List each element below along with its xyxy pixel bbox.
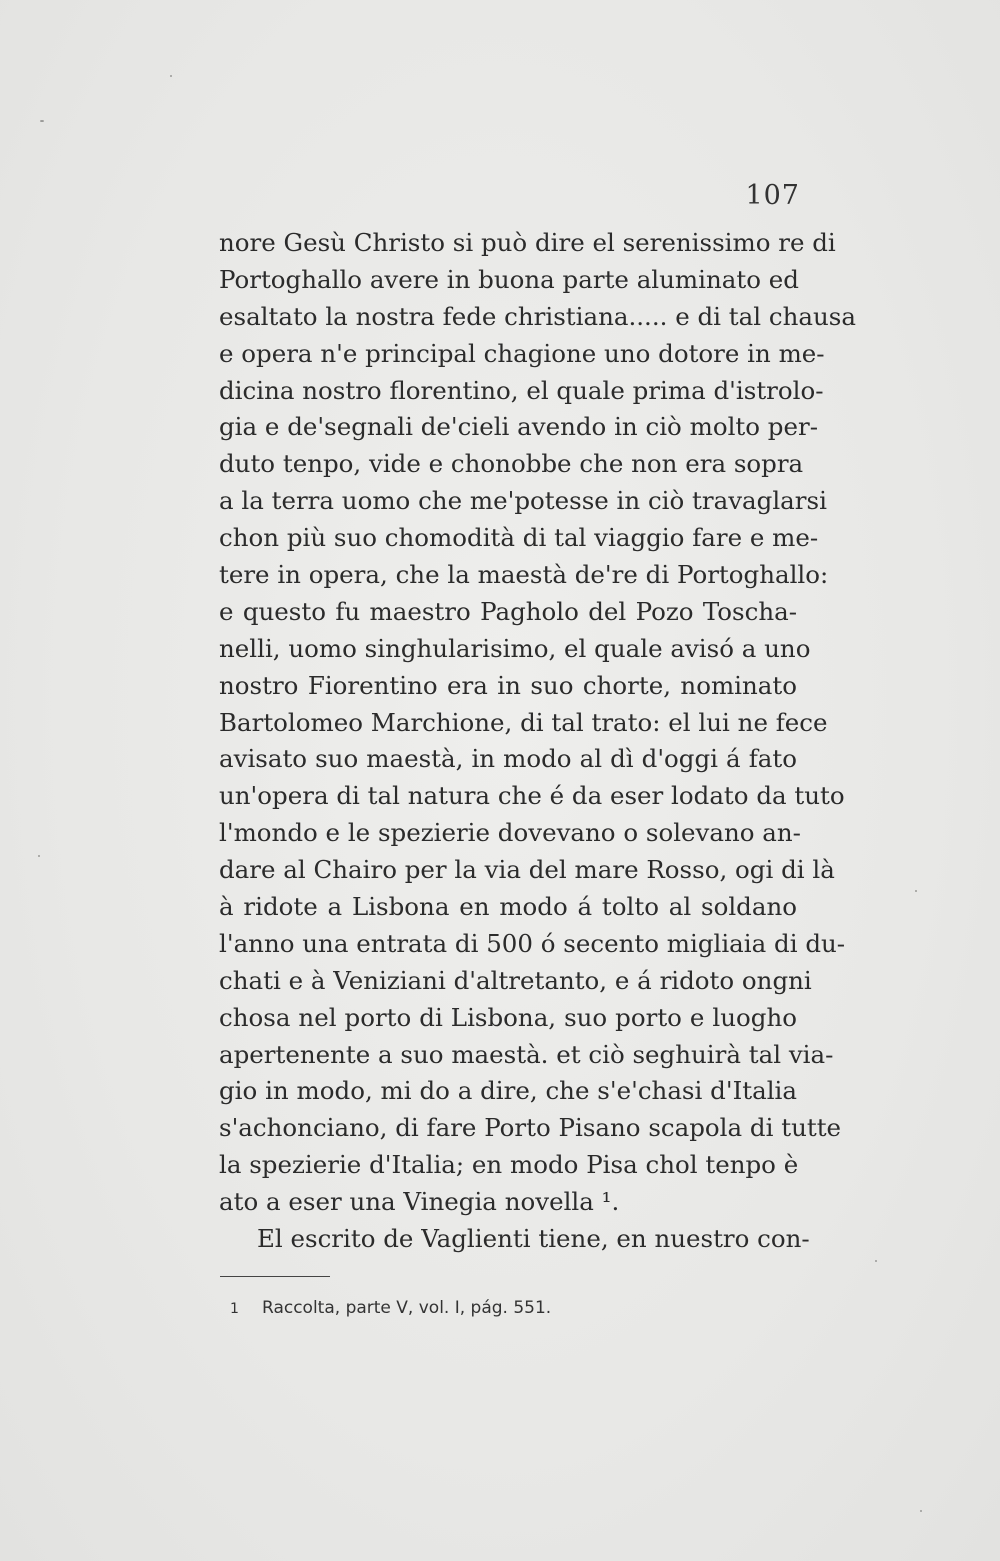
footnote-text: Raccolta, parte V, vol. I, pág. 551. bbox=[262, 1298, 552, 1318]
text-line: l'anno una entrata di 500 ó secento migliaia di du- bbox=[219, 928, 846, 958]
text-line: chati e à Veniziani d'altretanto, e á ridoto ongni bbox=[219, 965, 812, 995]
text-line: dicina nostro florentino, el quale prima d'istrolo- bbox=[219, 375, 824, 405]
text-line: Portoghallo avere in buona parte aluminato ed bbox=[219, 264, 799, 294]
text-line: un'opera di tal natura che é da eser lodato da tuto bbox=[219, 781, 845, 811]
footnote-mark: 1 bbox=[230, 1301, 239, 1317]
text-line: tere in opera, che la maestà de're di Portoghallo: bbox=[219, 560, 829, 590]
text-line: gio in modo, mi do a dire, che s'e'chasi d'Italia bbox=[219, 1076, 797, 1106]
body-text bbox=[219, 225, 856, 1258]
text-line: avisato suo maestà, in modo al dì d'oggi á fato bbox=[219, 744, 797, 774]
text-line: chon più suo chomodità di tal viaggio fare e me- bbox=[219, 523, 819, 553]
paragraph-end-line: ato a eser una Vinegia novella ¹. bbox=[219, 1187, 620, 1217]
text-line: a la terra uomo che me'potesse in ciò travaglarsi bbox=[219, 486, 827, 516]
text-line: nelli, uomo singhularisimo, el quale avisó a uno bbox=[219, 633, 811, 663]
paper-speck bbox=[38, 855, 40, 857]
text-line: e questo fu maestro Pagholo del Pozo Toscha- bbox=[219, 596, 797, 626]
text-line: la spezierie d'Italia; en modo Pisa chol tenpo è bbox=[219, 1150, 799, 1180]
text-line: apertenente a suo maestà. et ciò seghuirà tal via- bbox=[219, 1039, 834, 1069]
text-line: nostro Fiorentino era in suo chorte, nominato bbox=[219, 670, 797, 700]
page-number: 107 bbox=[745, 180, 800, 211]
text-line: à ridote a Lisbona en modo á tolto al soldano bbox=[219, 892, 797, 922]
footnote-divider bbox=[220, 1276, 330, 1277]
text-line: Bartolomeo Marchione, di tal trato: el lui ne fece bbox=[219, 707, 828, 737]
paper-speck bbox=[875, 1260, 877, 1262]
paragraph-start-line: El escrito de Vaglienti tiene, en nuestro con- bbox=[257, 1224, 810, 1254]
paper-speck bbox=[170, 75, 172, 77]
text-line: s'achonciano, di fare Porto Pisano scapola di tutte bbox=[219, 1113, 842, 1143]
text-line: esaltato la nostra fede christiana..... e di tal chausa bbox=[219, 301, 856, 331]
text-line: chosa nel porto di Lisbona, suo porto e luogho bbox=[219, 1002, 797, 1032]
text-line: nore Gesù Christo si può dire el serenissimo re di bbox=[219, 228, 836, 257]
text-line: duto tenpo, vide e chonobbe che non era sopra bbox=[219, 449, 804, 479]
text-line: gia e de'segnali de'cieli avendo in ciò molto per- bbox=[219, 412, 818, 442]
text-line: dare al Chairo per la via del mare Rosso, ogi di là bbox=[219, 855, 835, 885]
paper-speck bbox=[40, 120, 44, 122]
text-line: l'mondo e le spezierie dovevano o solevano an- bbox=[219, 818, 801, 848]
text-line: e opera n'e principal chagione uno dotore in me- bbox=[219, 338, 825, 368]
paper-speck bbox=[920, 1510, 922, 1512]
footnote bbox=[230, 1298, 551, 1318]
paper-speck bbox=[915, 890, 917, 892]
